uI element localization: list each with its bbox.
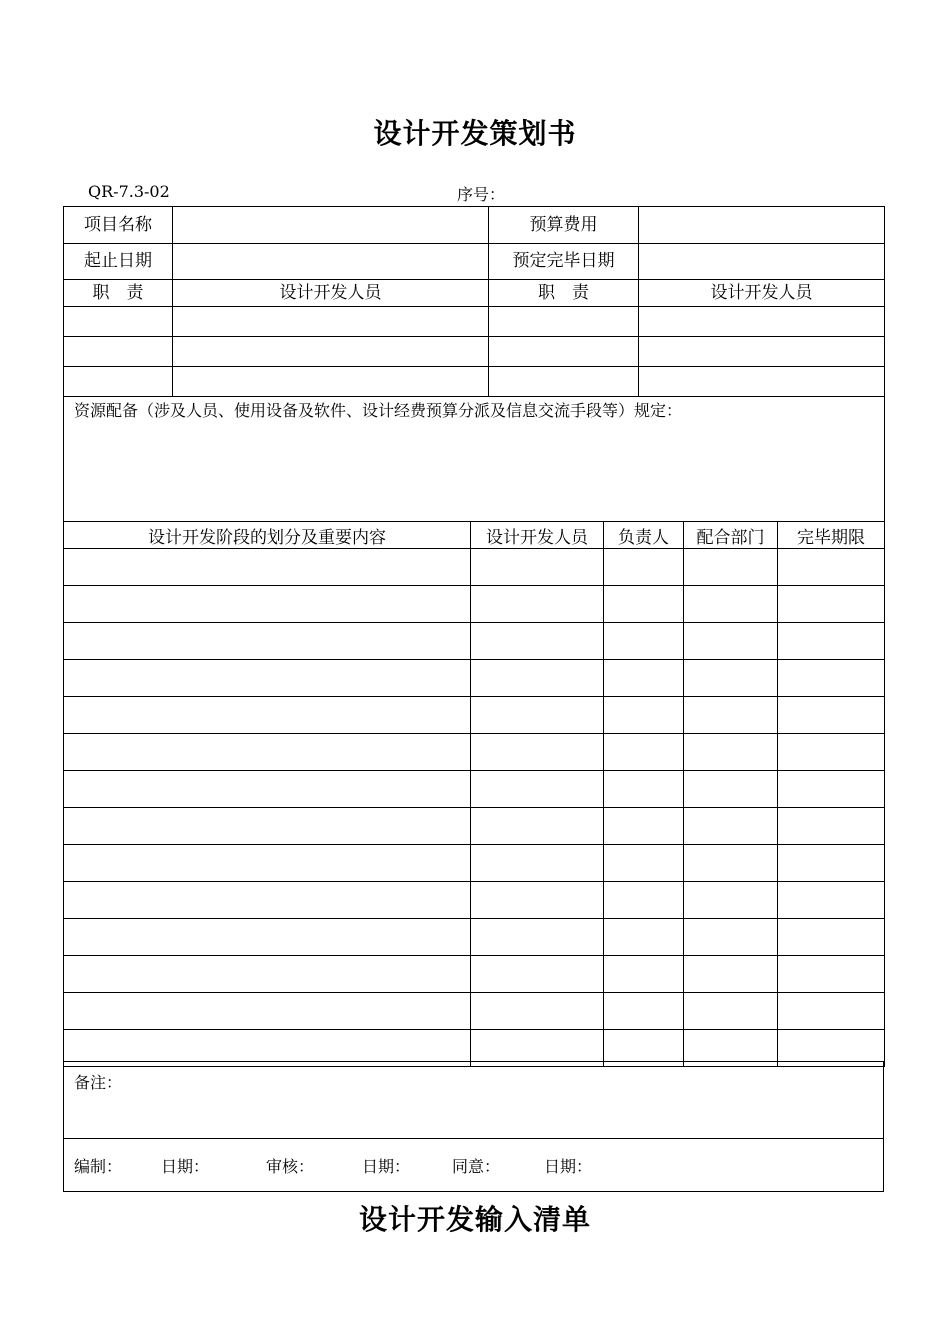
budget-value[interactable] (639, 207, 885, 244)
form-code: QR-7.3-02 (88, 182, 170, 201)
stage-cell[interactable] (471, 549, 604, 586)
stage-cell[interactable] (684, 660, 778, 697)
stage-cell[interactable] (604, 734, 684, 771)
stage-cell[interactable] (64, 882, 471, 919)
developer-cell[interactable] (173, 367, 489, 397)
stage-cell[interactable] (778, 734, 885, 771)
stage-cell[interactable] (684, 549, 778, 586)
stage-cell[interactable] (471, 660, 604, 697)
prepared-date-label: 日期： (161, 1156, 210, 1176)
stage-cell[interactable] (778, 845, 885, 882)
project-name-value[interactable] (173, 207, 489, 244)
stage-cell[interactable] (778, 808, 885, 845)
duty-cell[interactable] (489, 337, 639, 367)
stage-cell[interactable] (471, 882, 604, 919)
approved-date-label: 日期： (544, 1156, 593, 1176)
stage-cell[interactable] (778, 993, 885, 1030)
duty-cell[interactable] (489, 307, 639, 337)
stage-cell[interactable] (684, 956, 778, 993)
stage-cell[interactable] (64, 808, 471, 845)
stage-cell[interactable] (64, 956, 471, 993)
stage-cell[interactable] (778, 660, 885, 697)
stage-cell[interactable] (604, 697, 684, 734)
reviewed-by-label: 审核： (266, 1156, 315, 1176)
next-section-title: 设计开发输入清单 (358, 1203, 591, 1236)
remarks-cell[interactable] (64, 1062, 884, 1139)
prepared-by-label: 编制： (74, 1156, 123, 1176)
start-end-date-value[interactable] (173, 244, 489, 280)
developer-header-right: 设计开发人员 (639, 280, 885, 307)
stage-cell[interactable] (604, 808, 684, 845)
developer-cell[interactable] (173, 337, 489, 367)
stage-cell[interactable] (471, 845, 604, 882)
duty-cell[interactable] (64, 367, 173, 397)
stage-dept-header: 配合部门 (684, 522, 778, 549)
stage-cell[interactable] (471, 697, 604, 734)
stage-cell[interactable] (604, 919, 684, 956)
stage-deadline-header: 完毕期限 (778, 522, 885, 549)
remarks-table (63, 1061, 884, 1192)
budget-label: 预算费用 (489, 207, 639, 244)
stage-cell[interactable] (604, 882, 684, 919)
page-title: 设计开发策划书 (373, 117, 577, 150)
resources-cell[interactable] (64, 397, 885, 522)
stage-cell[interactable] (778, 586, 885, 623)
stage-cell[interactable] (471, 808, 604, 845)
stage-cell[interactable] (604, 956, 684, 993)
serial-number-label: 序号： (457, 185, 506, 204)
stage-cell[interactable] (64, 586, 471, 623)
stage-cell[interactable] (684, 808, 778, 845)
signoff-row (64, 1139, 884, 1192)
duty-header-right: 职 责 (489, 280, 639, 307)
stage-cell[interactable] (778, 623, 885, 660)
stage-cell[interactable] (64, 993, 471, 1030)
stage-cell[interactable] (684, 734, 778, 771)
stage-cell[interactable] (64, 845, 471, 882)
duty-cell[interactable] (64, 307, 173, 337)
stage-cell[interactable] (64, 549, 471, 586)
developer-header-left: 设计开发人员 (173, 280, 489, 307)
stage-cell[interactable] (471, 956, 604, 993)
stage-cell[interactable] (684, 993, 778, 1030)
stage-cell[interactable] (471, 734, 604, 771)
planned-finish-date-label: 预定完毕日期 (489, 244, 639, 280)
developer-cell[interactable] (639, 337, 885, 367)
stage-cell[interactable] (64, 697, 471, 734)
stage-developer-header: 设计开发人员 (471, 522, 604, 549)
stage-cell[interactable] (64, 919, 471, 956)
stage-cell[interactable] (684, 623, 778, 660)
stage-cell[interactable] (604, 993, 684, 1030)
stage-cell[interactable] (684, 845, 778, 882)
stage-cell[interactable] (778, 882, 885, 919)
stage-cell[interactable] (684, 919, 778, 956)
stage-owner-header: 负责人 (604, 522, 684, 549)
stage-cell[interactable] (604, 549, 684, 586)
project-info-table (63, 206, 885, 522)
stage-cell[interactable] (64, 734, 471, 771)
approved-by-label: 同意： (452, 1156, 501, 1176)
stage-cell[interactable] (684, 771, 778, 808)
stage-cell[interactable] (684, 586, 778, 623)
stage-cell[interactable] (778, 956, 885, 993)
stage-cell[interactable] (778, 771, 885, 808)
reviewed-date-label: 日期： (362, 1156, 411, 1176)
stage-cell[interactable] (64, 623, 471, 660)
stage-cell[interactable] (471, 771, 604, 808)
stage-cell[interactable] (684, 697, 778, 734)
stage-cell[interactable] (778, 549, 885, 586)
stage-cell[interactable] (471, 623, 604, 660)
stage-cell[interactable] (64, 771, 471, 808)
remarks-label: 备注： (74, 1073, 123, 1092)
stage-cell[interactable] (471, 586, 604, 623)
stage-cell[interactable] (604, 660, 684, 697)
stage-cell[interactable] (604, 586, 684, 623)
duty-cell[interactable] (64, 337, 173, 367)
developer-cell[interactable] (639, 307, 885, 337)
stage-cell[interactable] (778, 697, 885, 734)
stage-cell[interactable] (604, 623, 684, 660)
developer-cell[interactable] (639, 367, 885, 397)
duty-cell[interactable] (489, 367, 639, 397)
planned-finish-date-value[interactable] (639, 244, 885, 280)
stage-cell[interactable] (604, 771, 684, 808)
resources-label: 资源配备（涉及人员、使用设备及软件、设计经费预算分派及信息交流手段等）规定： (74, 401, 683, 420)
developer-cell[interactable] (173, 307, 489, 337)
stage-cell[interactable] (604, 845, 684, 882)
stage-cell[interactable] (778, 919, 885, 956)
stage-cell[interactable] (471, 919, 604, 956)
project-name-label: 项目名称 (64, 207, 173, 244)
stage-cell[interactable] (684, 882, 778, 919)
stage-content-header: 设计开发阶段的划分及重要内容 (64, 522, 471, 549)
stage-table (63, 521, 885, 1067)
duty-header-left: 职 责 (64, 280, 173, 307)
start-end-date-label: 起止日期 (64, 244, 173, 280)
stage-cell[interactable] (471, 993, 604, 1030)
stage-cell[interactable] (64, 660, 471, 697)
